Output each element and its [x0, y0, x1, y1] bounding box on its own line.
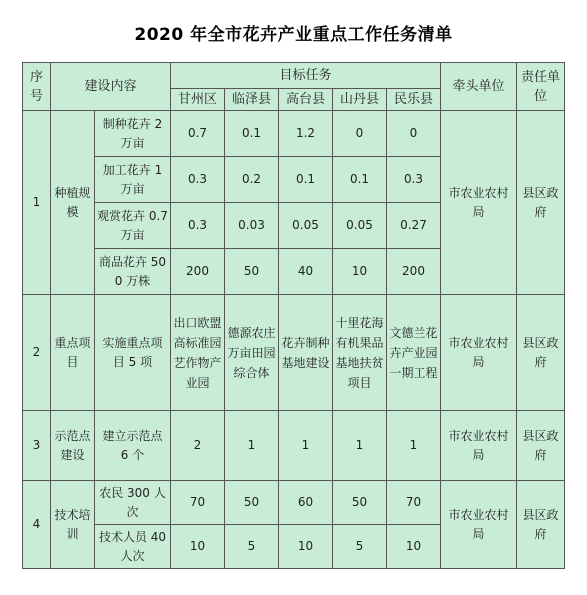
lead-cell: 市农业农村局 — [441, 411, 517, 481]
project-cell: 德源农庄万亩田园综合体 — [225, 295, 279, 411]
value-cell: 1 — [333, 411, 387, 481]
value-cell: 10 — [279, 525, 333, 569]
value-cell: 1 — [387, 411, 441, 481]
item-label: 观赏花卉 0.7 万亩 — [95, 203, 171, 249]
value-cell: 200 — [387, 249, 441, 295]
resp-cell: 县区政府 — [517, 295, 565, 411]
item-label: 商品花卉 500 万株 — [95, 249, 171, 295]
value-cell: 0.1 — [279, 157, 333, 203]
value-cell: 50 — [225, 249, 279, 295]
seq-cell: 3 — [23, 411, 51, 481]
header-seq: 序号 — [23, 63, 51, 111]
value-cell: 10 — [387, 525, 441, 569]
value-cell: 0 — [333, 111, 387, 157]
value-cell: 0.3 — [171, 157, 225, 203]
lead-cell: 市农业农村局 — [441, 295, 517, 411]
value-cell: 2 — [171, 411, 225, 481]
item-label: 制种花卉 2 万亩 — [95, 111, 171, 157]
header-content: 建设内容 — [51, 63, 171, 111]
value-cell: 5 — [225, 525, 279, 569]
header-district: 临泽县 — [225, 89, 279, 111]
value-cell: 0.7 — [171, 111, 225, 157]
header-resp: 责任单位 — [517, 63, 565, 111]
item-label: 加工花卉 1 万亩 — [95, 157, 171, 203]
seq-cell: 2 — [23, 295, 51, 411]
header-district: 民乐县 — [387, 89, 441, 111]
category-cell: 技术培训 — [51, 481, 95, 569]
value-cell: 10 — [171, 525, 225, 569]
value-cell: 50 — [333, 481, 387, 525]
resp-cell: 县区政府 — [517, 481, 565, 569]
value-cell: 70 — [387, 481, 441, 525]
item-label: 建立示范点 6 个 — [95, 411, 171, 481]
value-cell: 1 — [225, 411, 279, 481]
lead-cell: 市农业农村局 — [441, 481, 517, 569]
lead-cell: 市农业农村局 — [441, 111, 517, 295]
table-row — [23, 111, 565, 157]
value-cell: 60 — [279, 481, 333, 525]
project-cell: 文德兰花卉产业园一期工程 — [387, 295, 441, 411]
value-cell: 0.3 — [171, 203, 225, 249]
page-title: 2020 年全市花卉产业重点工作任务清单 — [134, 25, 453, 45]
value-cell: 40 — [279, 249, 333, 295]
seq-cell: 4 — [23, 481, 51, 569]
item-label: 农民 300 人次 — [95, 481, 171, 525]
value-cell: 0.2 — [225, 157, 279, 203]
header-district: 高台县 — [279, 89, 333, 111]
header-lead: 牵头单位 — [441, 63, 517, 111]
table-row — [23, 481, 565, 525]
category-cell: 示范点建设 — [51, 411, 95, 481]
value-cell: 1 — [279, 411, 333, 481]
value-cell: 0.05 — [333, 203, 387, 249]
item-label: 实施重点项目 5 项 — [95, 295, 171, 411]
task-table — [22, 62, 565, 569]
category-cell: 重点项目 — [51, 295, 95, 411]
header-district: 山丹县 — [333, 89, 387, 111]
value-cell: 0.1 — [225, 111, 279, 157]
resp-cell: 县区政府 — [517, 411, 565, 481]
item-label: 技术人员 40 人次 — [95, 525, 171, 569]
value-cell: 0.3 — [387, 157, 441, 203]
project-cell: 十里花海有机果品基地扶贫项目 — [333, 295, 387, 411]
value-cell: 5 — [333, 525, 387, 569]
value-cell: 0.27 — [387, 203, 441, 249]
table-row — [23, 411, 565, 481]
value-cell: 0.05 — [279, 203, 333, 249]
project-cell: 出口欧盟高标准园艺作物产业园 — [171, 295, 225, 411]
header-district: 甘州区 — [171, 89, 225, 111]
header-target: 目标任务 — [171, 63, 441, 89]
value-cell: 0 — [387, 111, 441, 157]
value-cell: 1.2 — [279, 111, 333, 157]
value-cell: 10 — [333, 249, 387, 295]
value-cell: 0.1 — [333, 157, 387, 203]
seq-cell: 1 — [23, 111, 51, 295]
resp-cell: 县区政府 — [517, 111, 565, 295]
table-row — [23, 295, 565, 411]
value-cell: 50 — [225, 481, 279, 525]
project-cell: 花卉制种基地建设 — [279, 295, 333, 411]
value-cell: 70 — [171, 481, 225, 525]
value-cell: 200 — [171, 249, 225, 295]
header-row — [23, 63, 565, 89]
category-cell: 种植规模 — [51, 111, 95, 295]
value-cell: 0.03 — [225, 203, 279, 249]
